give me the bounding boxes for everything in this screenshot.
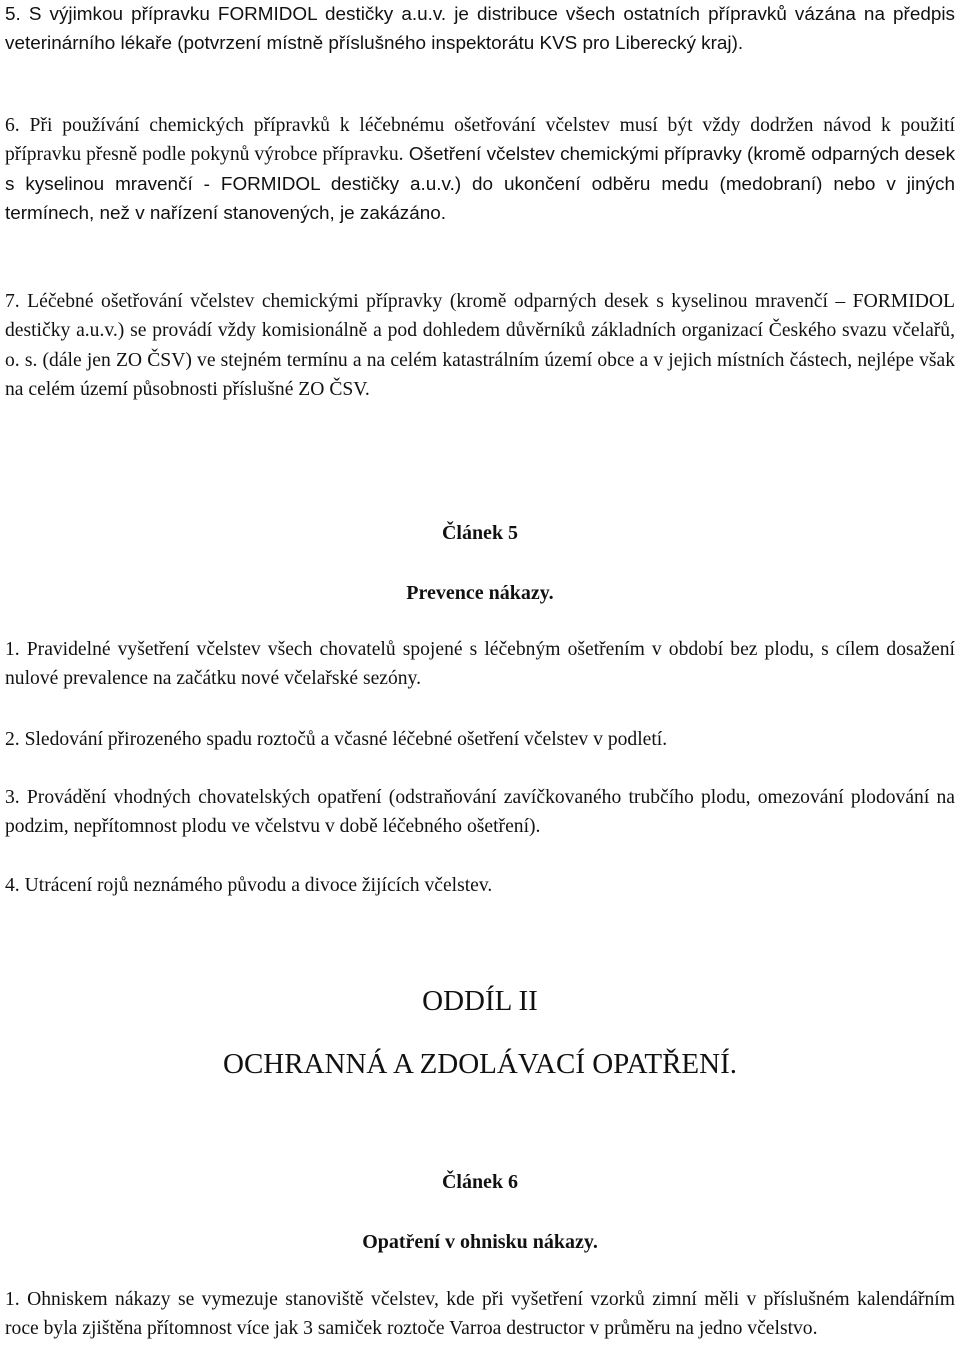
- paragraph-5: 5. S výjimkou přípravku FORMIDOL destičky a.u.v. je distribuce všech ostatních přípravků vázána na předpis veterinárního lékaře (potvrzení místně příslušného inspektorátu KVS pro Liberecký kraj).: [5, 4, 955, 55]
- article-5-item-4: 4. Utrácení rojů neznámého původu a divoce žijících včelstev.: [5, 875, 493, 896]
- section-2-subtitle: OCHRANNÁ A ZDOLÁVACÍ OPATŘENÍ.: [223, 1048, 737, 1080]
- article-5-item-2: 2. Sledování přirozeného spadu roztočů a včasné léčebné ošetření včelstev v podletí.: [5, 729, 668, 750]
- paragraph-6: [5, 111, 955, 228]
- paragraph-7: 7. Léčebné ošetřování včelstev chemickými přípravky (kromě odparných desek s kyselinou mravenčí – FORMIDOL destičky a.u.v.) se provádí vždy komisionálně a pod dohledem důvěrníků základních organizací Českého svazu včelařů, o. s. (dále jen ZO ČSV) ve stejném termínu a na celém katastrálním území obce a v jejich místních částech, nejlépe však na celém území působnosti příslušné ZO ČSV.: [5, 291, 955, 400]
- article-5-item-1: 1. Pravidelné vyšetření včelstev všech chovatelů spojené s léčebným ošetřením v období bez plodu, s cílem dosažení nulové prevalence na začátku nové včelařské sezóny.: [5, 639, 955, 690]
- article-5-item-3: 3. Provádění vhodných chovatelských opatření (odstraňování zavíčkovaného trubčího plodu, omezování plodování na podzim, nepřítomnost plodu ve včelstvu v době léčebného ošetření).: [5, 787, 955, 838]
- article-6-title: Článek 6: [441, 1171, 519, 1193]
- article-5-subtitle: Prevence nákazy.: [406, 582, 554, 604]
- paragraph-6-sentence-1: 6. Při používání chemických přípravků k léčebnému ošetřování včelstev musí být vždy dodržen návod k použití přípravku přesně podle pokynů výrobce přípravku.: [5, 115, 955, 166]
- article-5-title: Článek 5: [441, 522, 519, 544]
- article-6-item-1: 1. Ohniskem nákazy se vymezuje stanoviště včelstev, kde při vyšetření vzorků zimní měli v příslušném kalendářním roce byla zjištěna přítomnost více jak 3 samiček roztoče Varroa destructor v průměru na jedno včelstvo.: [5, 1289, 955, 1340]
- article-6-subtitle: Opatření v ohnisku nákazy.: [362, 1231, 598, 1253]
- section-2-title: ODDÍL II: [422, 985, 538, 1017]
- paragraph-6-sentence-2: Ošetření včelstev chemickými přípravky (kromě odparných desek s kyselinou mravenčí - FORMIDOL destičky a.u.v.) do ukončení odběru medu (medobraní) nebo v jiných termínech, než v nařízení stanovených, je zakázáno.: [5, 144, 956, 224]
